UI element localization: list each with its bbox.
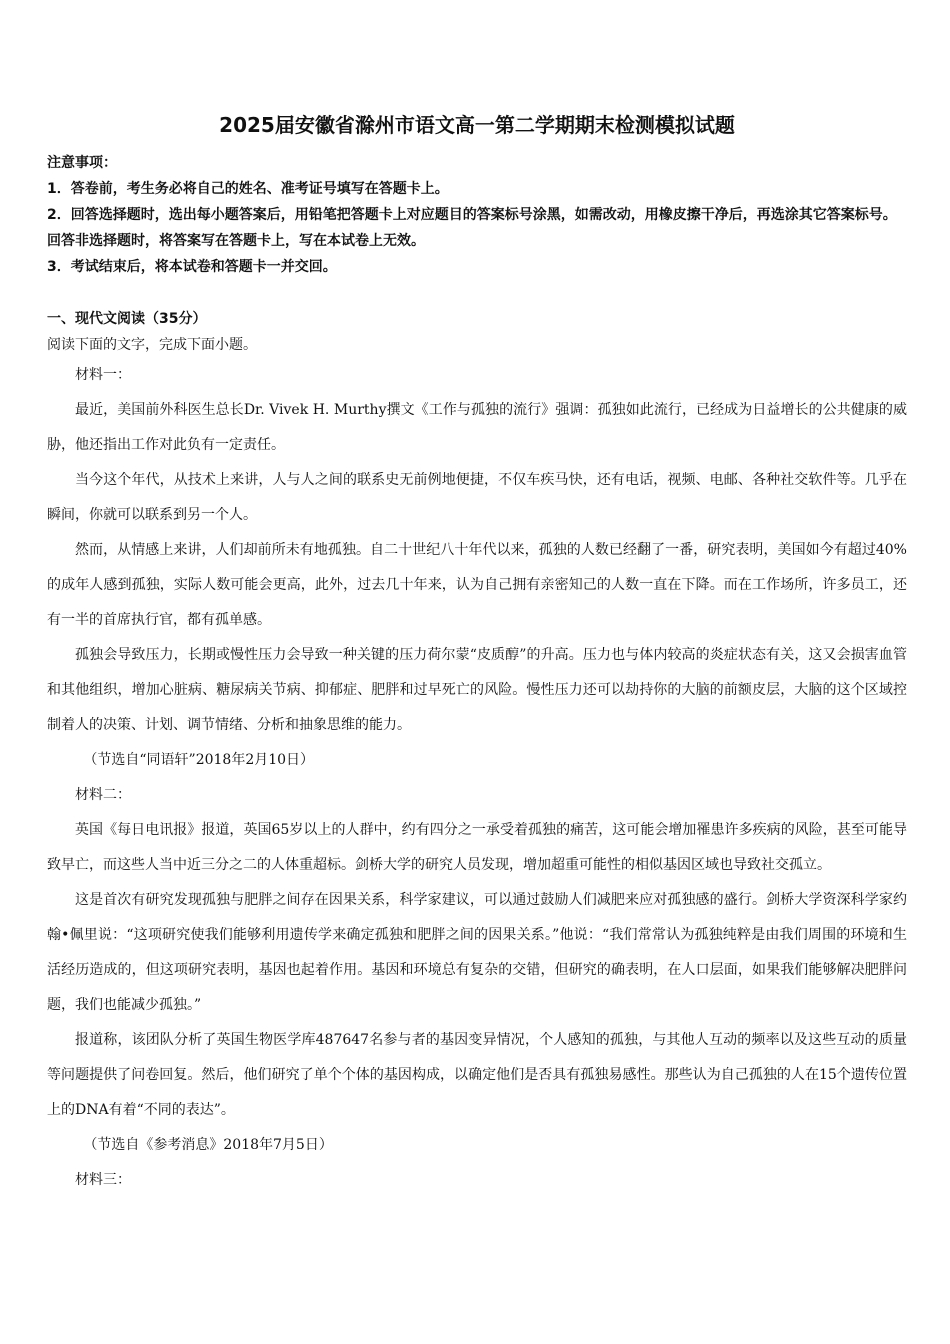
notice-item-3: 3．考试结束后，将本试卷和答题卡一并交回。 [47, 259, 337, 275]
material1-label: 材料一： [75, 367, 131, 383]
material1-paragraph: 当今这个年代，从技术上来讲，人与人之间的联系史无前例地便捷，不仅车疾马快，还有电话，视频、电邮、各种社交软件等。几乎在瞬间，你就可以联系到另一个人。 [47, 472, 907, 523]
material2-paragraph: 报道称，该团队分析了英国生物医学库487647名参与者的基因变异情况，个人感知的孤独，与其他人互动的频率以及这些互动的质量等问题提供了问卷回复。然后，他们研究了单个个体的基因构成，以确定他们是否具有孤独易感性。那些认为自己孤独的人在15个遗传位置上的DNA有着“不同的表达”。 [47, 1032, 907, 1118]
material1-source: （节选自“同语轩”2018年2月10日） [83, 752, 315, 768]
notice-block [47, 150, 907, 280]
material2-paragraph: 这是首次有研究发现孤独与肥胖之间存在因果关系，科学家建议，可以通过鼓励人们减肥来应对孤独感的盛行。剑桥大学资深科学家约翰•佩里说：“这项研究使我们能够利用遗传学来确定孤独和肥胖之间的因果关系。”他说：“我们常常认为孤独纯粹是由我们周围的环境和生活经历造成的，但这项研究表明，基因也起着作用。基因和环境总有复杂的交错，但研究的确表明，在人口层面，如果我们能够解决肥胖问题，我们也能减少孤独。” [47, 892, 907, 1013]
notice-heading: 注意事项： [47, 155, 117, 171]
material1-paragraph: 最近，美国前外科医生总长Dr. Vivek H. Murthy撰文《工作与孤独的流行》强调：孤独如此流行，已经成为日益增长的公共健康的威胁，他还指出工作对此负有一定责任。 [47, 402, 907, 453]
exam-title: 2025届安徽省滁州市语文高一第二学期期末检测模拟试题 [219, 113, 735, 137]
section-heading: 一、现代文阅读（35分） [47, 311, 207, 327]
material2-source: （节选自《参考消息》2018年7月5日） [83, 1137, 333, 1153]
notice-item-1: 1．答卷前，考生务必将自己的姓名、准考证号填写在答题卡上。 [47, 181, 449, 197]
notice-item-2: 2．回答选择题时，选出每小题答案后，用铅笔把答题卡上对应题目的答案标号涂黑，如需改动，用橡皮擦干净后，再选涂其它答案标号。回答非选择题时，将答案写在答题卡上，写在本试卷上无效。 [47, 207, 897, 249]
material1-paragraph: 孤独会导致压力，长期或慢性压力会导致一种关键的压力荷尔蒙“皮质醇”的升高。压力也与体内较高的炎症状态有关，这又会损害血管和其他组织，增加心脏病、糖尿病关节病、抑郁症、肥胖和过早死亡的风险。慢性压力还可以劫持你的大脑的前额皮层，大脑的这个区域控制着人的决策、计划、调节情绪、分析和抽象思维的能力。 [47, 647, 907, 733]
material1-paragraph: 然而，从情感上来讲，人们却前所未有地孤独。自二十世纪八十年代以来，孤独的人数已经翻了一番，研究表明，美国如今有超过40%的成年人感到孤独，实际人数可能会更高，此外，过去几十年来，认为自己拥有亲密知己的人数一直在下降。而在工作场所，许多员工，还有一半的首席执行官，都有孤单感。 [47, 542, 907, 628]
section-instruction: 阅读下面的文字，完成下面小题。 [47, 337, 257, 353]
material2-label: 材料二： [75, 787, 131, 803]
exam-page [47, 108, 907, 1198]
material3-label: 材料三： [75, 1172, 131, 1188]
material2-paragraph: 英国《每日电讯报》报道，英国65岁以上的人群中，约有四分之一承受着孤独的痛苦，这可能会增加罹患许多疾病的风险，甚至可能导致早亡，而这些人当中近三分之二的人体重超标。剑桥大学的研究人员发现，增加超重可能性的相似基因区域也导致社交孤立。 [47, 822, 907, 873]
